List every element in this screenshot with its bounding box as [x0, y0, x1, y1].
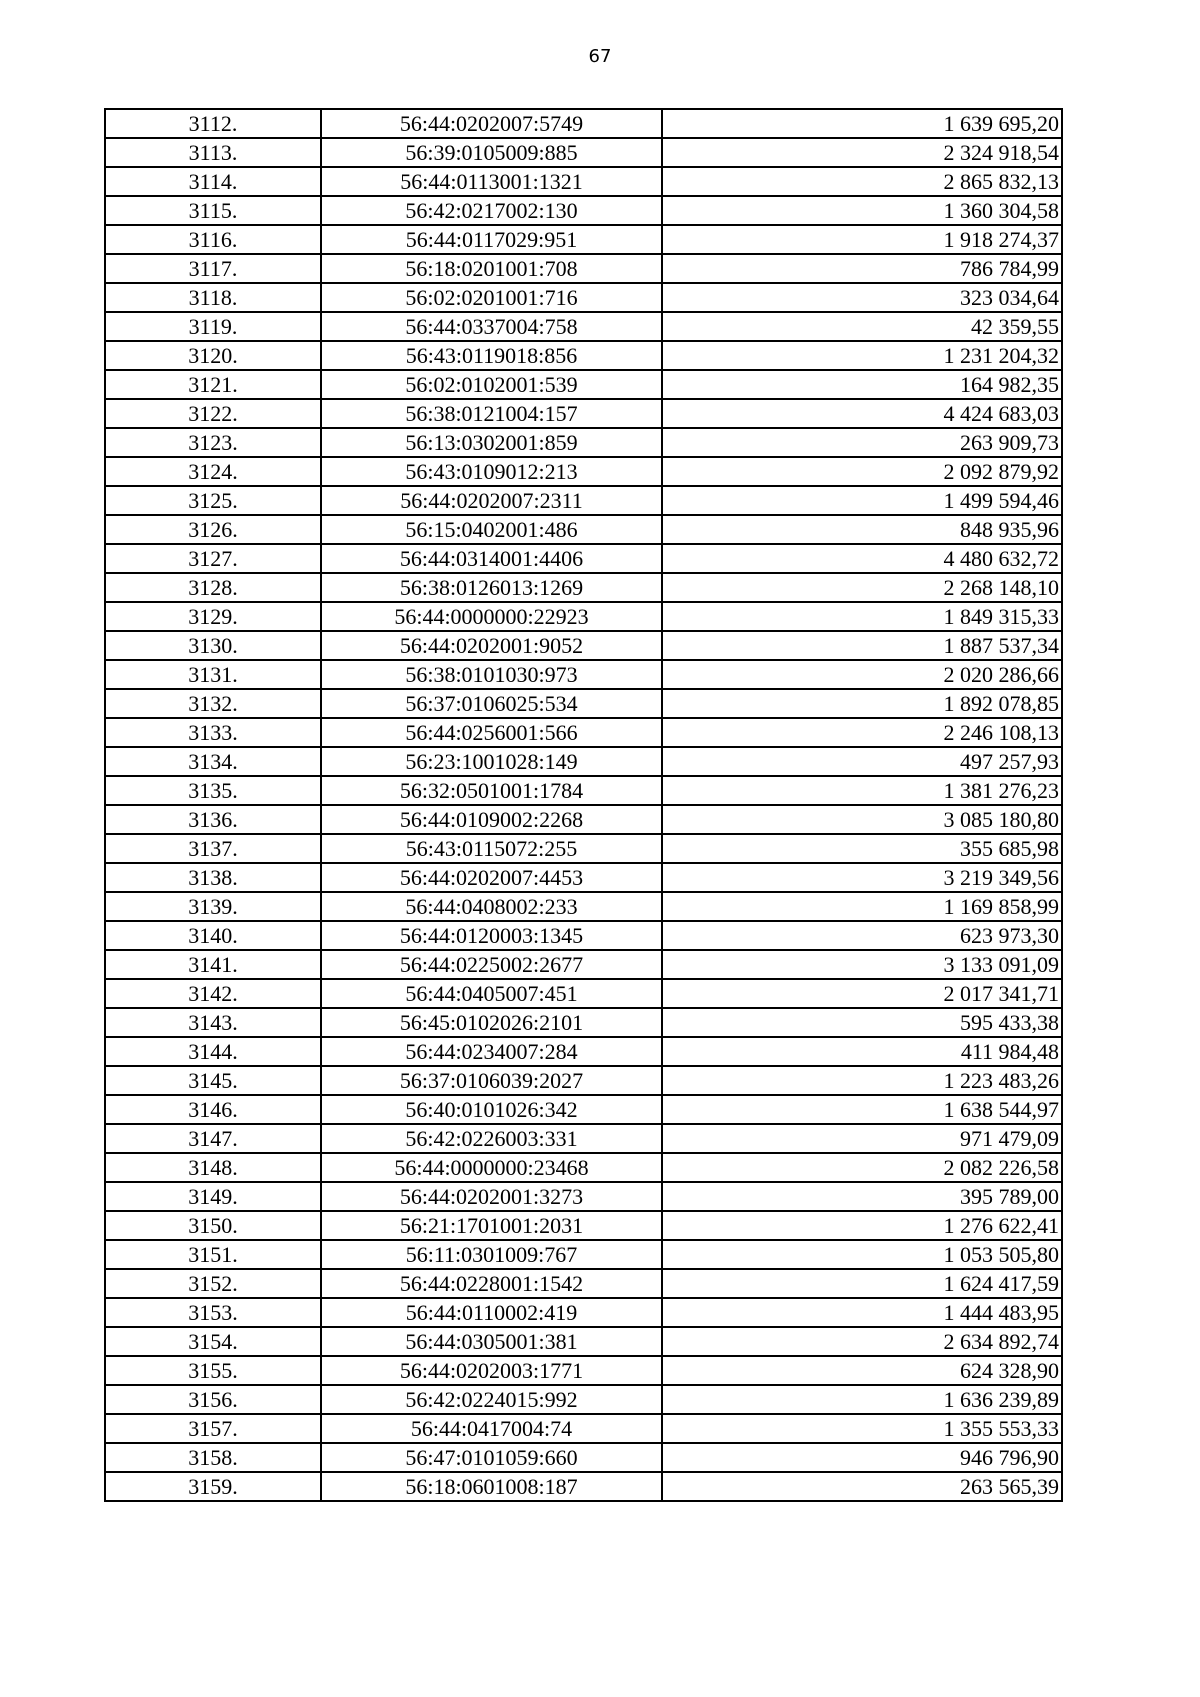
value-cell: 1 231 204,32	[662, 341, 1062, 370]
row-number-cell: 3158.	[105, 1443, 321, 1472]
value-cell: 1 381 276,23	[662, 776, 1062, 805]
table-row	[105, 1269, 1062, 1298]
table-row	[105, 225, 1062, 254]
table-row	[105, 1472, 1062, 1501]
row-number-cell: 3114.	[105, 167, 321, 196]
row-number-cell: 3142.	[105, 979, 321, 1008]
table-row	[105, 892, 1062, 921]
value-cell: 497 257,93	[662, 747, 1062, 776]
cadastral-number-cell: 56:02:0201001:716	[321, 283, 662, 312]
row-number-cell: 3127.	[105, 544, 321, 573]
value-cell: 1 624 417,59	[662, 1269, 1062, 1298]
value-cell: 3 133 091,09	[662, 950, 1062, 979]
table-row	[105, 1153, 1062, 1182]
table-row	[105, 1240, 1062, 1269]
value-cell: 1 223 483,26	[662, 1066, 1062, 1095]
value-cell: 1 638 544,97	[662, 1095, 1062, 1124]
row-number-cell: 3146.	[105, 1095, 321, 1124]
table-row	[105, 660, 1062, 689]
cadastral-number-cell: 56:44:0234007:284	[321, 1037, 662, 1066]
row-number-cell: 3117.	[105, 254, 321, 283]
value-cell: 2 017 341,71	[662, 979, 1062, 1008]
value-cell: 946 796,90	[662, 1443, 1062, 1472]
row-number-cell: 3136.	[105, 805, 321, 834]
cadastral-number-cell: 56:44:0225002:2677	[321, 950, 662, 979]
table-row	[105, 196, 1062, 225]
cadastral-number-cell: 56:44:0417004:74	[321, 1414, 662, 1443]
value-cell: 595 433,38	[662, 1008, 1062, 1037]
cadastral-number-cell: 56:38:0126013:1269	[321, 573, 662, 602]
table-row	[105, 370, 1062, 399]
value-cell: 1 355 553,33	[662, 1414, 1062, 1443]
cadastral-number-cell: 56:44:0202003:1771	[321, 1356, 662, 1385]
value-cell: 1 636 239,89	[662, 1385, 1062, 1414]
value-cell: 3 219 349,56	[662, 863, 1062, 892]
cadastral-number-cell: 56:44:0110002:419	[321, 1298, 662, 1327]
value-cell: 2 092 879,92	[662, 457, 1062, 486]
table-row	[105, 573, 1062, 602]
value-cell: 2 865 832,13	[662, 167, 1062, 196]
table-row	[105, 776, 1062, 805]
table-row	[105, 341, 1062, 370]
row-number-cell: 3155.	[105, 1356, 321, 1385]
row-number-cell: 3157.	[105, 1414, 321, 1443]
value-cell: 263 565,39	[662, 1472, 1062, 1501]
row-number-cell: 3124.	[105, 457, 321, 486]
table-row	[105, 921, 1062, 950]
value-cell: 848 935,96	[662, 515, 1062, 544]
cadastral-number-cell: 56:13:0302001:859	[321, 428, 662, 457]
row-number-cell: 3128.	[105, 573, 321, 602]
table-row	[105, 1211, 1062, 1240]
table-row	[105, 1066, 1062, 1095]
row-number-cell: 3135.	[105, 776, 321, 805]
row-number-cell: 3156.	[105, 1385, 321, 1414]
cadastral-number-cell: 56:44:0202001:9052	[321, 631, 662, 660]
table-row	[105, 1356, 1062, 1385]
cadastral-number-cell: 56:44:0405007:451	[321, 979, 662, 1008]
row-number-cell: 3152.	[105, 1269, 321, 1298]
value-cell: 355 685,98	[662, 834, 1062, 863]
value-cell: 2 020 286,66	[662, 660, 1062, 689]
row-number-cell: 3133.	[105, 718, 321, 747]
cadastral-number-cell: 56:44:0113001:1321	[321, 167, 662, 196]
value-cell: 1 918 274,37	[662, 225, 1062, 254]
row-number-cell: 3137.	[105, 834, 321, 863]
row-number-cell: 3143.	[105, 1008, 321, 1037]
cadastral-number-cell: 56:11:0301009:767	[321, 1240, 662, 1269]
row-number-cell: 3118.	[105, 283, 321, 312]
table-row	[105, 1385, 1062, 1414]
row-number-cell: 3119.	[105, 312, 321, 341]
table-row	[105, 1124, 1062, 1153]
cadastral-number-cell: 56:21:1701001:2031	[321, 1211, 662, 1240]
cadastral-number-cell: 56:45:0102026:2101	[321, 1008, 662, 1037]
cadastral-number-cell: 56:42:0226003:331	[321, 1124, 662, 1153]
table-row	[105, 747, 1062, 776]
table-row	[105, 863, 1062, 892]
row-number-cell: 3130.	[105, 631, 321, 660]
value-cell: 2 082 226,58	[662, 1153, 1062, 1182]
value-cell: 1 360 304,58	[662, 196, 1062, 225]
value-cell: 323 034,64	[662, 283, 1062, 312]
row-number-cell: 3120.	[105, 341, 321, 370]
cadastral-number-cell: 56:44:0408002:233	[321, 892, 662, 921]
row-number-cell: 3149.	[105, 1182, 321, 1211]
value-cell: 1 887 537,34	[662, 631, 1062, 660]
table-row	[105, 428, 1062, 457]
cadastral-number-cell: 56:44:0000000:22923	[321, 602, 662, 631]
table-row	[105, 515, 1062, 544]
value-cell: 1 892 078,85	[662, 689, 1062, 718]
cadastral-number-cell: 56:02:0102001:539	[321, 370, 662, 399]
value-cell: 263 909,73	[662, 428, 1062, 457]
row-number-cell: 3138.	[105, 863, 321, 892]
row-number-cell: 3150.	[105, 1211, 321, 1240]
row-number-cell: 3141.	[105, 950, 321, 979]
value-cell: 1 499 594,46	[662, 486, 1062, 515]
cadastral-number-cell: 56:44:0305001:381	[321, 1327, 662, 1356]
cadastral-number-cell: 56:44:0202007:5749	[321, 109, 662, 138]
table-row	[105, 689, 1062, 718]
value-cell: 2 268 148,10	[662, 573, 1062, 602]
value-cell: 1 276 622,41	[662, 1211, 1062, 1240]
cadastral-number-cell: 56:44:0228001:1542	[321, 1269, 662, 1298]
table-row	[105, 1327, 1062, 1356]
row-number-cell: 3132.	[105, 689, 321, 718]
cadastral-number-cell: 56:44:0117029:951	[321, 225, 662, 254]
cadastral-number-cell: 56:32:0501001:1784	[321, 776, 662, 805]
table-row	[105, 254, 1062, 283]
table-row	[105, 1182, 1062, 1211]
cadastral-number-cell: 56:44:0314001:4406	[321, 544, 662, 573]
row-number-cell: 3115.	[105, 196, 321, 225]
row-number-cell: 3121.	[105, 370, 321, 399]
table-row	[105, 834, 1062, 863]
value-cell: 411 984,48	[662, 1037, 1062, 1066]
cadastral-number-cell: 56:18:0601008:187	[321, 1472, 662, 1501]
table-row	[105, 718, 1062, 747]
cadastral-number-cell: 56:43:0109012:213	[321, 457, 662, 486]
cadastral-number-cell: 56:44:0000000:23468	[321, 1153, 662, 1182]
row-number-cell: 3140.	[105, 921, 321, 950]
value-cell: 1 444 483,95	[662, 1298, 1062, 1327]
cadastral-number-cell: 56:15:0402001:486	[321, 515, 662, 544]
value-cell: 1 849 315,33	[662, 602, 1062, 631]
value-cell: 1 639 695,20	[662, 109, 1062, 138]
value-cell: 4 480 632,72	[662, 544, 1062, 573]
cadastral-number-cell: 56:37:0106025:534	[321, 689, 662, 718]
value-cell: 1 169 858,99	[662, 892, 1062, 921]
table-row	[105, 312, 1062, 341]
cadastral-number-cell: 56:44:0256001:566	[321, 718, 662, 747]
table-row	[105, 109, 1062, 138]
table-row	[105, 1298, 1062, 1327]
table-row	[105, 486, 1062, 515]
value-cell: 2 324 918,54	[662, 138, 1062, 167]
value-cell: 42 359,55	[662, 312, 1062, 341]
cadastral-number-cell: 56:43:0115072:255	[321, 834, 662, 863]
table-row	[105, 1414, 1062, 1443]
row-number-cell: 3148.	[105, 1153, 321, 1182]
value-cell: 4 424 683,03	[662, 399, 1062, 428]
row-number-cell: 3159.	[105, 1472, 321, 1501]
cadastral-number-cell: 56:38:0121004:157	[321, 399, 662, 428]
row-number-cell: 3151.	[105, 1240, 321, 1269]
table-row	[105, 1008, 1062, 1037]
table-row	[105, 167, 1062, 196]
row-number-cell: 3123.	[105, 428, 321, 457]
cadastral-number-cell: 56:44:0202007:2311	[321, 486, 662, 515]
cadastral-number-cell: 56:18:0201001:708	[321, 254, 662, 283]
row-number-cell: 3147.	[105, 1124, 321, 1153]
cadastral-number-cell: 56:44:0120003:1345	[321, 921, 662, 950]
table-row	[105, 138, 1062, 167]
row-number-cell: 3153.	[105, 1298, 321, 1327]
cadastral-number-cell: 56:23:1001028:149	[321, 747, 662, 776]
row-number-cell: 3154.	[105, 1327, 321, 1356]
cadastral-number-cell: 56:44:0337004:758	[321, 312, 662, 341]
value-cell: 3 085 180,80	[662, 805, 1062, 834]
registry-table-body	[105, 109, 1062, 1501]
table-row	[105, 399, 1062, 428]
value-cell: 624 328,90	[662, 1356, 1062, 1385]
table-row	[105, 283, 1062, 312]
value-cell: 623 973,30	[662, 921, 1062, 950]
table-row	[105, 1095, 1062, 1124]
row-number-cell: 3131.	[105, 660, 321, 689]
table-row	[105, 544, 1062, 573]
cadastral-number-cell: 56:37:0106039:2027	[321, 1066, 662, 1095]
row-number-cell: 3112.	[105, 109, 321, 138]
row-number-cell: 3144.	[105, 1037, 321, 1066]
value-cell: 971 479,09	[662, 1124, 1062, 1153]
value-cell: 786 784,99	[662, 254, 1062, 283]
row-number-cell: 3129.	[105, 602, 321, 631]
table-row	[105, 457, 1062, 486]
table-row	[105, 1443, 1062, 1472]
cadastral-number-cell: 56:38:0101030:973	[321, 660, 662, 689]
row-number-cell: 3116.	[105, 225, 321, 254]
value-cell: 395 789,00	[662, 1182, 1062, 1211]
row-number-cell: 3113.	[105, 138, 321, 167]
table-row	[105, 950, 1062, 979]
row-number-cell: 3125.	[105, 486, 321, 515]
cadastral-number-cell: 56:44:0202007:4453	[321, 863, 662, 892]
cadastral-number-cell: 56:44:0109002:2268	[321, 805, 662, 834]
cadastral-number-cell: 56:44:0202001:3273	[321, 1182, 662, 1211]
page-number: 67	[588, 46, 612, 67]
value-cell: 2 246 108,13	[662, 718, 1062, 747]
table-row	[105, 1037, 1062, 1066]
registry-table	[104, 108, 1063, 1502]
row-number-cell: 3134.	[105, 747, 321, 776]
table-row	[105, 631, 1062, 660]
cadastral-number-cell: 56:42:0224015:992	[321, 1385, 662, 1414]
table-row	[105, 602, 1062, 631]
value-cell: 1 053 505,80	[662, 1240, 1062, 1269]
table-row	[105, 805, 1062, 834]
row-number-cell: 3145.	[105, 1066, 321, 1095]
row-number-cell: 3139.	[105, 892, 321, 921]
row-number-cell: 3122.	[105, 399, 321, 428]
row-number-cell: 3126.	[105, 515, 321, 544]
cadastral-number-cell: 56:40:0101026:342	[321, 1095, 662, 1124]
table-row	[105, 979, 1062, 1008]
value-cell: 2 634 892,74	[662, 1327, 1062, 1356]
cadastral-number-cell: 56:39:0105009:885	[321, 138, 662, 167]
cadastral-number-cell: 56:47:0101059:660	[321, 1443, 662, 1472]
cadastral-number-cell: 56:43:0119018:856	[321, 341, 662, 370]
value-cell: 164 982,35	[662, 370, 1062, 399]
cadastral-number-cell: 56:42:0217002:130	[321, 196, 662, 225]
